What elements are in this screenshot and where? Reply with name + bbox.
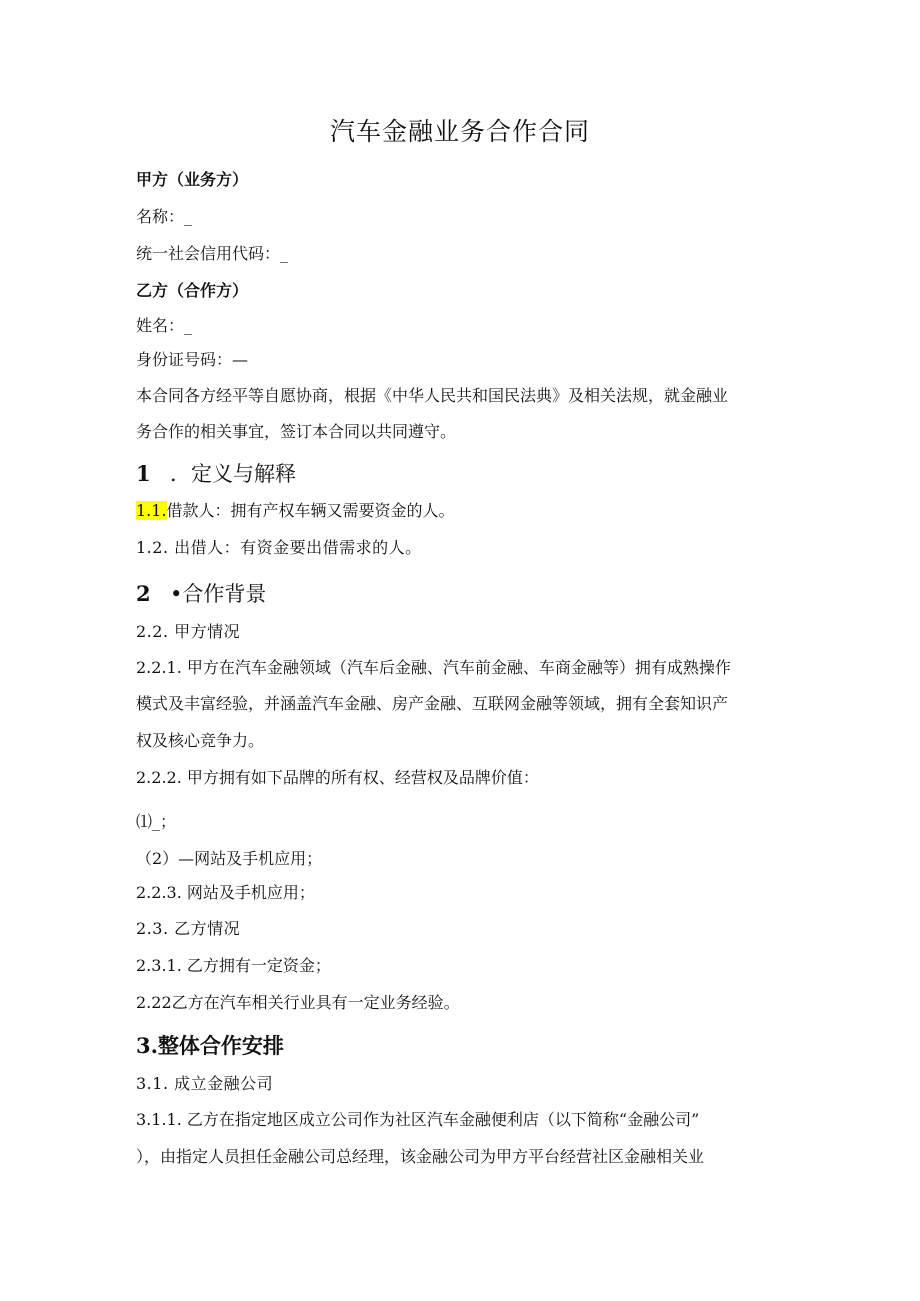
clause-2-2-1-line-3: 权及核心竞争力。 (136, 731, 265, 750)
clause-2-3-2: 2.22乙方在汽车相关行业具有一定业务经验。 (136, 993, 460, 1012)
brand-item-1: ⑴_； (136, 812, 177, 831)
party-b-name-line: 姓名：_ (136, 316, 193, 335)
section-3-heading: 3.整体合作安排 (136, 1033, 284, 1058)
clause-2-2-2: 2.2.2. 甲方拥有如下品牌的所有权、经营权及品牌价值： (136, 768, 539, 787)
clause-1-2: 1.2. 出借人：有资金要出借需求的人。 (136, 538, 422, 557)
clause-2-3-1: 2.3.1. 乙方拥有一定资金； (136, 956, 331, 975)
clause-2-3: 2.3. 乙方情况 (136, 919, 241, 938)
section-1-title: ．定义与解释 (170, 462, 296, 486)
intro-line-1: 本合同各方经平等自愿协商，根据《中华人民共和国民法典》及相关法规，就金融业 (136, 386, 729, 405)
document-title: 汽车金融业务合作合同 (329, 117, 590, 146)
clause-2-2-1-line-2: 模式及丰富经验，并涵盖汽车金融、房产金融、互联网金融等领域，拥有全套知识产 (136, 694, 729, 713)
brand-item-2: （2）—网站及手机应用； (136, 849, 323, 868)
party-b-heading: 乙方（合作方） (136, 281, 249, 300)
clause-3-1: 3.1. 成立金融公司 (136, 1074, 274, 1093)
clause-2-2-3: 2.2.3. 网站及手机应用； (136, 883, 315, 902)
section-1-heading (136, 460, 296, 488)
intro-line-2: 务合作的相关事宜，签订本合同以共同遵守。 (136, 422, 457, 441)
section-2-heading (136, 580, 266, 608)
party-a-heading: 甲方（业务方） (136, 170, 249, 189)
party-b-id-line: 身份证号码：— (136, 350, 249, 369)
clause-2-2-1-line-1: 2.2.1. 甲方在汽车金融领域（汽车后金融、汽车前金融、车商金融等）拥有成熟操作 (136, 658, 731, 677)
party-a-credit-code-line: 统一社会信用代码：_ (136, 244, 289, 263)
clause-3-1-1-line-2: ），由指定人员担任金融公司总经理，该金融公司为甲方平台经营社区金融相关业 (136, 1147, 705, 1166)
clause-2-2: 2.2. 甲方情况 (136, 622, 241, 641)
clause-1-1-number-highlight: 1.1. (136, 501, 167, 520)
section-1-number: 1 (136, 461, 151, 486)
clause-1-1-text: 借款人：拥有产权车辆又需要资金的人。 (166, 501, 455, 520)
party-a-name-line: 名称：_ (136, 207, 193, 226)
clause-3-1-1-line-1: 3.1.1. 乙方在指定地区成立公司作为社区汽车金融便利店（以下简称“金融公司” (136, 1110, 700, 1129)
section-2-number: 2 (136, 581, 151, 606)
section-2-title: •合作背景 (170, 582, 267, 606)
clause-1-1 (136, 501, 455, 521)
